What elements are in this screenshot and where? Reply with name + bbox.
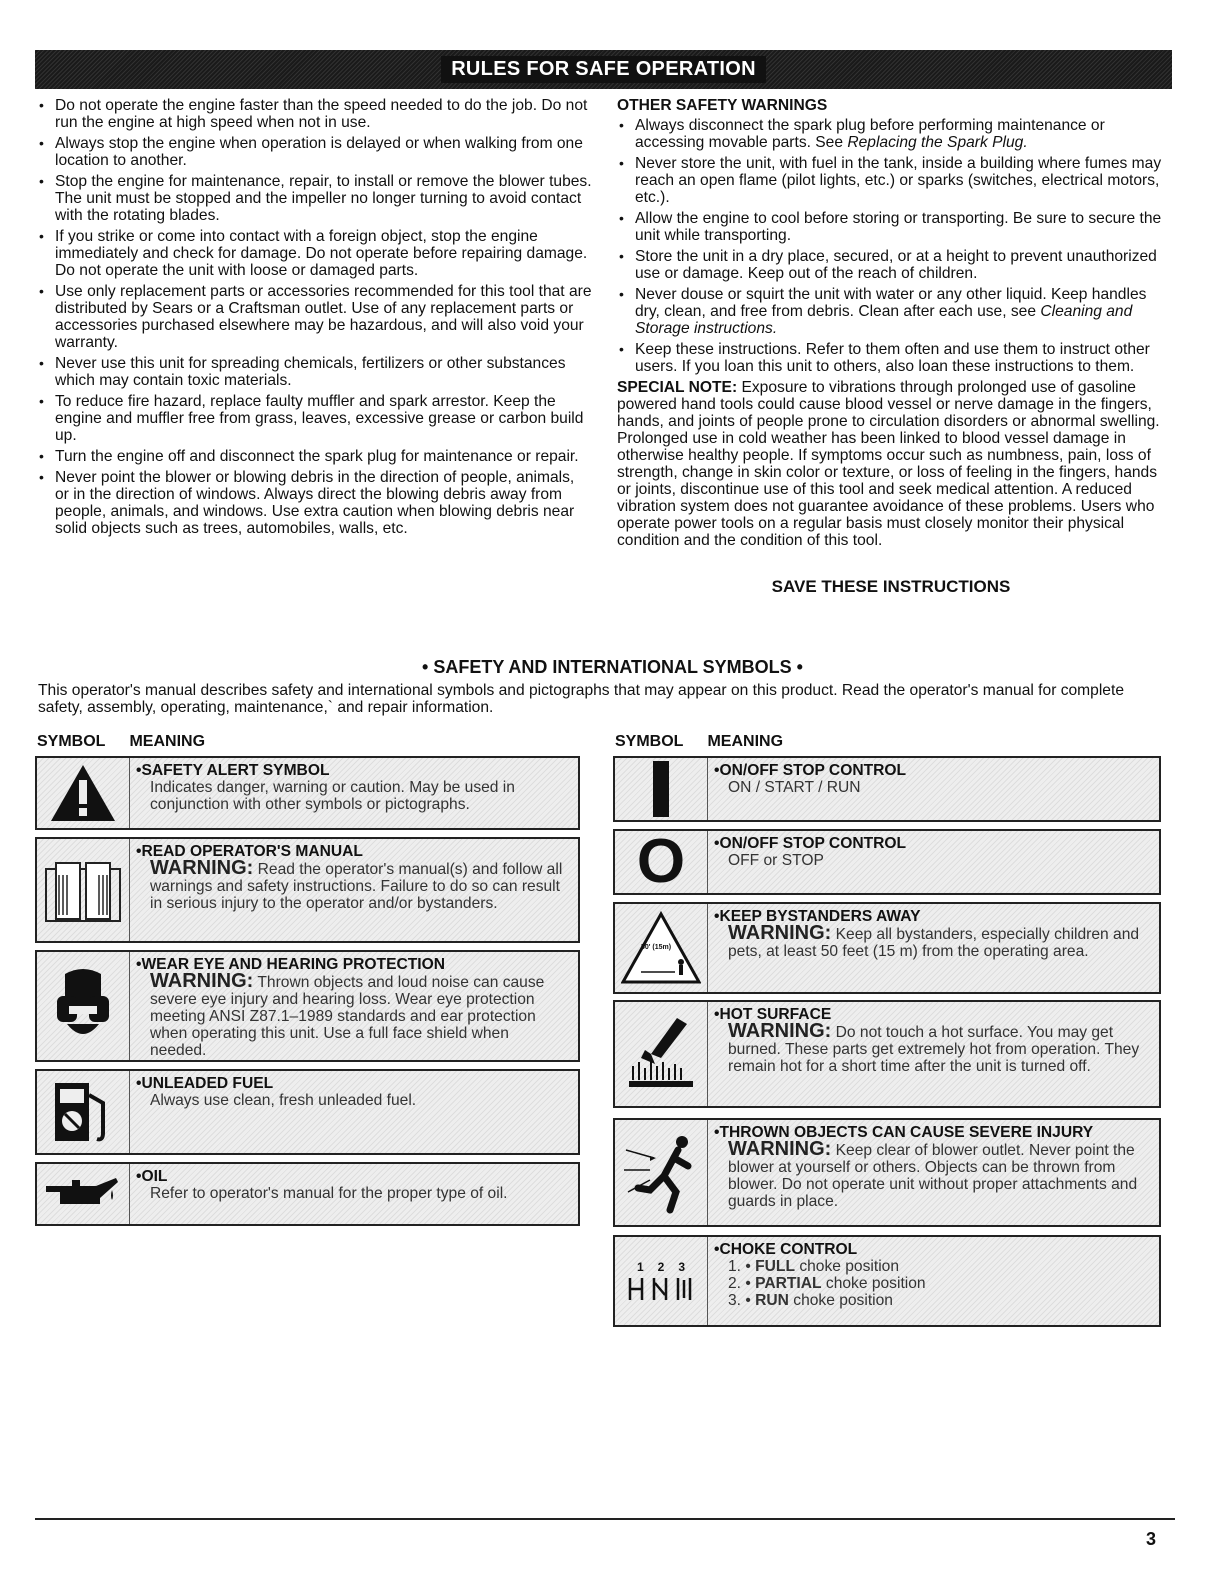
fuel-pump-icon bbox=[37, 1071, 130, 1153]
list-item bbox=[617, 286, 1165, 337]
symbol-meaning bbox=[708, 758, 916, 820]
read-manual-icon bbox=[37, 839, 130, 941]
list-item: • If you strike or come into contact with a foreign object, stop the engine immediately and check for damage. Do not operate before repairing damage. Do not operate the unit with loose or damaged parts. bbox=[37, 228, 592, 279]
choke-line-number: 3. • bbox=[728, 1292, 751, 1309]
symbols-intro: This operator's manual describes safety and international symbols and pictographs that may appear on this product. Read the operator's manual for complete safety, assembly, operating, maintenance,` and repair information. bbox=[38, 682, 1124, 716]
list-item: • Never use this unit for spreading chemicals, fertilizers or other substances which may contain toxic materials. bbox=[37, 355, 592, 389]
symbol-description: Indicates danger, warning or caution. May be used in conjunction with other symbols or pictographs. bbox=[150, 779, 515, 813]
special-note bbox=[617, 379, 1165, 549]
choke-line-setting: PARTIAL bbox=[755, 1275, 822, 1292]
choke-line-text: choke position bbox=[788, 1292, 893, 1309]
left-column-header bbox=[37, 733, 205, 751]
keep-bystanders-away-icon bbox=[615, 904, 708, 992]
list-item: • Do not operate the engine faster than the speed needed to do the job. Do not run the engine at high speed when not in use. bbox=[37, 97, 592, 131]
symbol-description bbox=[136, 970, 568, 1059]
symbol-box-safety-alert bbox=[35, 756, 580, 830]
warning-label: WARNING: bbox=[728, 922, 832, 944]
choke-control-icon bbox=[615, 1237, 708, 1325]
symbol-description bbox=[136, 857, 568, 912]
symbol-title: • ON/OFF STOP CONTROL bbox=[714, 835, 906, 852]
list-item: • To reduce fire hazard, replace faulty muffler and spark arrestor. Keep the engine and muffler free from grass, leaves, excessive grease or carbon build up. bbox=[37, 393, 592, 444]
choke-line-setting: RUN bbox=[755, 1292, 789, 1309]
symbol-description: Refer to operator's manual for the proper type of oil. bbox=[150, 1185, 508, 1202]
other-warnings-list bbox=[617, 117, 1165, 375]
symbol-box-read-manual bbox=[35, 837, 580, 943]
save-instructions-heading: SAVE THESE INSTRUCTIONS bbox=[771, 577, 1011, 596]
list-item: • Store the unit in a dry place, secured, or at a height to prevent unauthorized use or damage. Keep out of the reach of children. bbox=[617, 248, 1165, 282]
warning-text: Do not touch a hot surface. You may get burned. These parts get extremely hot from operation. They remain hot for a short time after the unit is turned off. bbox=[728, 1024, 1140, 1075]
warning-text: Keep all bystanders, especially children and pets, at least 50 feet (15 m) from the operating area. bbox=[728, 926, 1140, 960]
list-item: • Never point the blower or blowing debris in the direction of people, animals, or in the direction of windows. Always direct the blowing debris away from people, animals, and windows. Use extra caution when blowing debris near solid objects such as trees, automobiles, walls, etc. bbox=[37, 469, 592, 537]
choke-position-numbers bbox=[637, 1260, 685, 1274]
symbol-title: • CHOKE CONTROL bbox=[714, 1241, 926, 1258]
choke-line bbox=[714, 1275, 926, 1292]
symbol-meaning bbox=[708, 831, 916, 893]
section-header-bar bbox=[35, 50, 1172, 89]
safety-alert-icon bbox=[37, 758, 130, 828]
safety-rules-list bbox=[37, 97, 592, 537]
choke-line-number: 2. • bbox=[728, 1275, 751, 1292]
choke-number: 1 bbox=[636, 1260, 644, 1274]
section-title: RULES FOR SAFE OPERATION bbox=[441, 56, 766, 83]
symbol-box-unleaded-fuel bbox=[35, 1069, 580, 1155]
special-note-text: Exposure to vibrations through prolonged use of gasoline powered hand tools could cause blood vessel or nerve damage in the fingers, hands, and joints of people prone to circulation disorders or abnormal swelling. Prolonged use in cold weather has been linked to blood vessel damage in otherwise healthy people. If symptoms occur such as numbness, pain, loss of strength, change in skin color or texture, or loss of feeling in the fingers, hands or joints, discontinue use of this tool and seek medical attention. A reduced vibration system does not guarantee avoidance of these problems. Users who operate power tools on a regular basis must closely monitor their physical condition and the condition of this tool. bbox=[617, 379, 1160, 549]
symbol-title: • WEAR EYE AND HEARING PROTECTION bbox=[136, 956, 568, 973]
list-item: • Allow the engine to cool before storing or transporting. Be sure to secure the unit while transporting. bbox=[617, 210, 1165, 244]
oil-can-icon bbox=[37, 1164, 130, 1224]
symbol-description bbox=[714, 1138, 1149, 1210]
on-symbol-icon bbox=[615, 758, 708, 820]
right-column bbox=[617, 97, 1165, 549]
meaning-column-label: MEANING bbox=[129, 733, 206, 750]
thrown-objects-icon bbox=[615, 1120, 708, 1225]
choke-line bbox=[714, 1292, 926, 1309]
symbol-meaning bbox=[708, 904, 1159, 992]
symbol-title: • ON/OFF STOP CONTROL bbox=[714, 762, 906, 779]
symbol-column-label: SYMBOL bbox=[615, 733, 684, 750]
list-item bbox=[617, 117, 1165, 151]
symbol-meaning bbox=[708, 1002, 1159, 1106]
list-item-text: Always disconnect the spark plug before performing maintenance or accessing movable parts. See bbox=[635, 117, 1105, 151]
symbol-description: ON / START / RUN bbox=[728, 779, 861, 796]
symbol-title: • READ OPERATOR'S MANUAL bbox=[136, 843, 568, 860]
symbol-title: • HOT SURFACE bbox=[714, 1006, 1149, 1023]
choke-line-number: 1. • bbox=[728, 1258, 751, 1275]
footer-divider bbox=[35, 1518, 1175, 1520]
list-item: • Keep these instructions. Refer to them often and use them to instruct other users. If you loan this unit to others, also loan these instructions to them. bbox=[617, 341, 1165, 375]
other-warnings-heading: OTHER SAFETY WARNINGS bbox=[617, 97, 828, 114]
symbol-box-off bbox=[613, 829, 1161, 895]
symbol-box-eye-hearing bbox=[35, 950, 580, 1062]
symbol-box-thrown-objects bbox=[613, 1118, 1161, 1227]
symbol-description bbox=[714, 922, 1149, 960]
meaning-column-label: MEANING bbox=[707, 733, 784, 750]
symbol-box-hot-surface bbox=[613, 1000, 1161, 1108]
symbol-meaning bbox=[130, 1164, 518, 1224]
symbol-meaning bbox=[130, 952, 578, 1060]
symbol-title: • OIL bbox=[136, 1168, 508, 1185]
list-item: • Use only replacement parts or accessories recommended for this tool that are distributed by Sears or a Craftsman outlet. Use of any replacement parts or accessories purchased elsewhere may be hazardous, and will also void your warranty. bbox=[37, 283, 592, 351]
symbol-description: OFF or STOP bbox=[728, 852, 824, 869]
symbol-meaning bbox=[130, 839, 578, 941]
symbol-box-oil bbox=[35, 1162, 580, 1226]
list-item: • Always stop the engine when operation is delayed or when walking from one location to another. bbox=[37, 135, 592, 169]
choke-number: 3 bbox=[678, 1260, 686, 1274]
list-item: • Turn the engine off and disconnect the spark plug for maintenance or repair. bbox=[37, 448, 592, 465]
symbol-title: • SAFETY ALERT SYMBOL bbox=[136, 762, 568, 779]
distance-label: 50' (15m) bbox=[641, 944, 672, 951]
list-item-text: Never douse or squirt the unit with water or any other liquid. Keep handles dry, clean, and free from debris. Clean after each use, see bbox=[635, 286, 1147, 320]
reference-text: Replacing the Spark Plug. bbox=[847, 134, 1028, 151]
warning-text: Keep clear of blower outlet. Never point the blower at yourself or others. Objects can be thrown from blower. Do not operate unit without proper attachments and guards in place. bbox=[728, 1142, 1138, 1210]
warning-text: Thrown objects and loud noise can cause severe eye injury and hearing loss. Wear eye protection meeting ANSI Z87.1–1989 standards and ear protection when operating this unit. Use a full face shield when needed. bbox=[150, 974, 545, 1059]
warning-text: Read the operator's manual(s) and follow all warnings and safety instructions. Failure to do so can result in serious injury to the operator and/or bystanders. bbox=[150, 861, 563, 912]
symbol-meaning bbox=[130, 1071, 426, 1153]
choke-line-text: choke position bbox=[794, 1258, 900, 1275]
special-note-label: SPECIAL NOTE: bbox=[617, 379, 738, 396]
warning-label: WARNING: bbox=[150, 970, 254, 992]
eye-hearing-protection-icon bbox=[37, 952, 130, 1060]
symbol-box-bystanders bbox=[613, 902, 1161, 994]
choke-number: 2 bbox=[657, 1260, 665, 1274]
symbols-section-title: • SAFETY AND INTERNATIONAL SYMBOLS • bbox=[422, 657, 803, 677]
off-symbol-icon bbox=[615, 827, 708, 896]
symbol-meaning bbox=[130, 758, 578, 828]
symbol-title: • KEEP BYSTANDERS AWAY bbox=[714, 908, 1149, 925]
symbol-meaning bbox=[708, 1120, 1159, 1225]
left-column bbox=[37, 97, 592, 541]
symbol-title: • THROWN OBJECTS CAN CAUSE SEVERE INJURY bbox=[714, 1124, 1149, 1141]
list-item: • Never store the unit, with fuel in the tank, inside a building where fumes may reach an open flame (pilot lights, etc.) or sparks (switches, electrical motors, etc.). bbox=[617, 155, 1165, 206]
choke-line-text: choke position bbox=[821, 1275, 926, 1292]
choke-line-setting: FULL bbox=[755, 1258, 795, 1275]
symbol-description: Always use clean, fresh unleaded fuel. bbox=[150, 1092, 417, 1109]
off-glyph: O bbox=[636, 827, 686, 896]
list-item: • Stop the engine for maintenance, repair, to install or remove the blower tubes. The unit must be stopped and the impeller no longer turning to avoid contact with the rotating blades. bbox=[37, 173, 592, 224]
right-column-header bbox=[615, 733, 783, 751]
symbol-meaning bbox=[708, 1237, 936, 1325]
symbol-box-on bbox=[613, 756, 1161, 822]
reference-text: Cleaning and Storage instructions. bbox=[635, 303, 1133, 337]
hot-surface-icon bbox=[615, 1002, 708, 1106]
warning-label: WARNING: bbox=[728, 1138, 832, 1160]
warning-label: WARNING: bbox=[728, 1020, 832, 1042]
choke-line bbox=[714, 1258, 926, 1275]
symbol-title: • UNLEADED FUEL bbox=[136, 1075, 416, 1092]
symbol-box-choke bbox=[613, 1235, 1161, 1327]
symbol-description bbox=[714, 1020, 1149, 1075]
warning-label: WARNING: bbox=[150, 857, 254, 879]
symbol-column-label: SYMBOL bbox=[37, 733, 106, 750]
page-number: 3 bbox=[1146, 1529, 1157, 1549]
